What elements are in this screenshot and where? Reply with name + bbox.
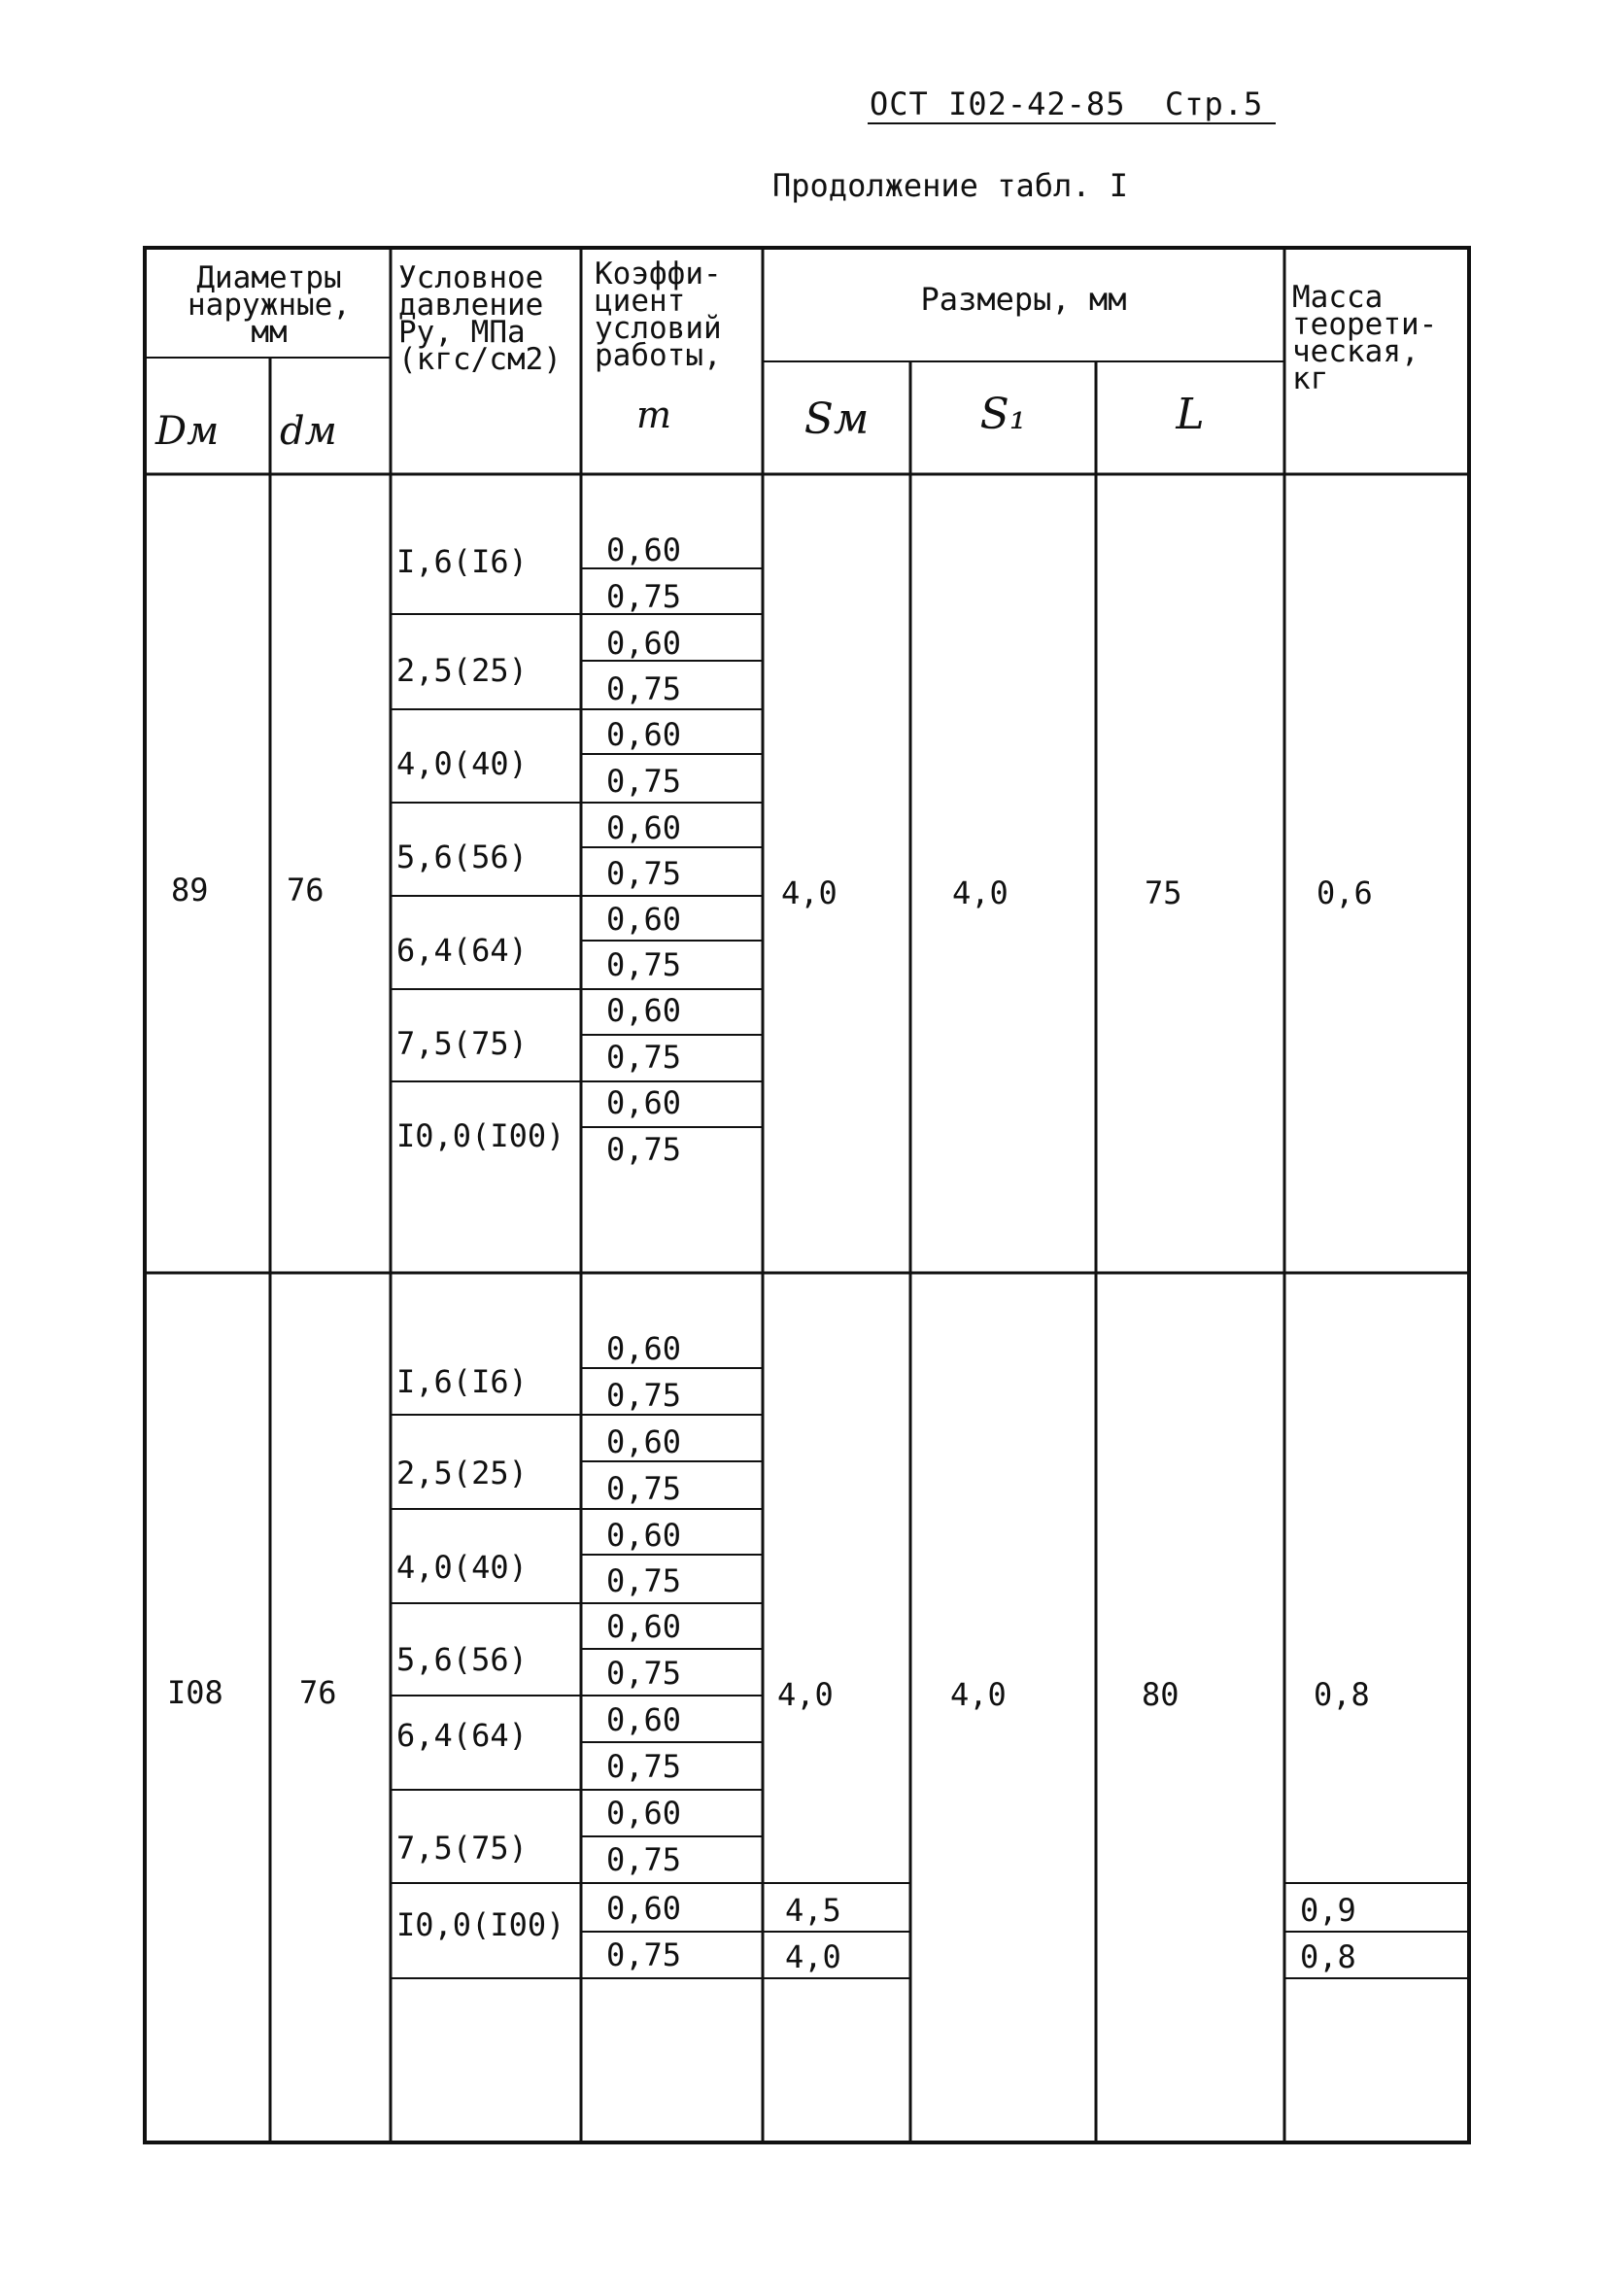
block2-mass-last-1: 0,9 xyxy=(1300,1892,1356,1929)
block2-pressure-2: 2,5(25) xyxy=(396,1455,528,1491)
block2-coef-13: 0,60 xyxy=(606,1890,682,1927)
header-sizes: Размеры, мм xyxy=(920,281,1127,318)
block1-coef-6: 0,75 xyxy=(606,763,682,800)
block2-S1: 4,0 xyxy=(950,1676,1007,1713)
block1-mass: 0,6 xyxy=(1316,874,1373,911)
header-L: L xyxy=(1176,390,1205,439)
header-pressure: Условное давление Ру, МПа (кгс/см2) xyxy=(398,260,562,377)
block2-mass: 0,8 xyxy=(1314,1676,1370,1713)
block1-coef-3: 0,60 xyxy=(606,625,682,662)
block1-coef-14: 0,75 xyxy=(606,1131,682,1168)
header-D: Dм xyxy=(155,409,220,454)
page-number: 5 xyxy=(1244,86,1264,122)
block1-L: 75 xyxy=(1145,874,1182,911)
block1-coef-13: 0,60 xyxy=(606,1084,682,1121)
block2-D: I08 xyxy=(167,1674,223,1711)
header-Sm: Sм xyxy=(804,394,870,444)
block2-pressure-6: 7,5(75) xyxy=(396,1830,528,1867)
block2-pressure-3: 4,0(40) xyxy=(396,1549,528,1586)
block2-coef-3: 0,60 xyxy=(606,1423,682,1460)
block1-coef-8: 0,75 xyxy=(606,855,682,892)
block2-coef-11: 0,60 xyxy=(606,1795,682,1832)
block2-Sm-last-1: 4,5 xyxy=(785,1892,841,1929)
block1-coef-4: 0,75 xyxy=(606,670,682,707)
block2-mass-last-2: 0,8 xyxy=(1300,1938,1356,1975)
block1-pressure-1: I,6(I6) xyxy=(396,543,528,580)
block1-pressure-7: I0,0(I00) xyxy=(396,1117,565,1154)
block1-pressure-6: 7,5(75) xyxy=(396,1025,528,1062)
block2-coef-14: 0,75 xyxy=(606,1936,682,1973)
header-mass: Масса теорети-ческая, кг xyxy=(1292,280,1438,396)
block1-coef-7: 0,60 xyxy=(606,809,682,846)
block2-pressure-1: I,6(I6) xyxy=(396,1363,528,1400)
block2-pressure-4: 5,6(56) xyxy=(396,1641,528,1678)
table-frame xyxy=(145,248,1469,2142)
block2-coef-9: 0,60 xyxy=(606,1701,682,1738)
block1-coef-2: 0,75 xyxy=(606,578,682,615)
block1-coef-9: 0,60 xyxy=(606,901,682,938)
header-S1: S₁ xyxy=(979,390,1027,439)
table-caption: Продолжение табл. I xyxy=(772,167,1129,204)
block2-coef-4: 0,75 xyxy=(606,1470,682,1507)
block1-S1: 4,0 xyxy=(952,874,1009,911)
block2-coef-7: 0,60 xyxy=(606,1608,682,1645)
block1-pressure-3: 4,0(40) xyxy=(396,745,528,782)
header-diameters: Диаметры наружные, мм xyxy=(188,260,351,350)
block2-pressure-5: 6,4(64) xyxy=(396,1717,528,1754)
block1-d: 76 xyxy=(287,872,325,908)
page-label: Стр. xyxy=(1164,86,1245,122)
block1-coef-12: 0,75 xyxy=(606,1039,682,1076)
block2-pressure-7: I0,0(I00) xyxy=(396,1906,565,1943)
block1-coef-1: 0,60 xyxy=(606,531,682,568)
header-d: dм xyxy=(280,409,337,454)
block2-coef-8: 0,75 xyxy=(606,1655,682,1692)
block1-coef-11: 0,60 xyxy=(606,992,682,1029)
block2-coef-10: 0,75 xyxy=(606,1748,682,1785)
block1-Sm: 4,0 xyxy=(781,874,838,911)
block2-d: 76 xyxy=(299,1674,337,1711)
block2-coef-12: 0,75 xyxy=(606,1841,682,1878)
block2-coef-5: 0,60 xyxy=(606,1517,682,1554)
block1-pressure-5: 6,4(64) xyxy=(396,932,528,969)
block2-coef-6: 0,75 xyxy=(606,1562,682,1599)
block1-coef-5: 0,60 xyxy=(606,716,682,753)
block1-coef-10: 0,75 xyxy=(606,946,682,983)
block1-pressure-4: 5,6(56) xyxy=(396,839,528,875)
block2-Sm-last-2: 4,0 xyxy=(785,1938,841,1975)
doc-code: ОСТ I02-42-85 xyxy=(870,86,1126,122)
header-coef-symbol: m xyxy=(636,394,672,436)
block2-L: 80 xyxy=(1142,1676,1180,1713)
block1-pressure-2: 2,5(25) xyxy=(396,652,528,689)
block2-Sm: 4,0 xyxy=(777,1676,834,1713)
block1-D: 89 xyxy=(171,872,209,908)
block2-coef-2: 0,75 xyxy=(606,1377,682,1414)
block2-coef-1: 0,60 xyxy=(606,1330,682,1367)
header-coef: Коэффи-циент условий работы, xyxy=(595,257,722,373)
